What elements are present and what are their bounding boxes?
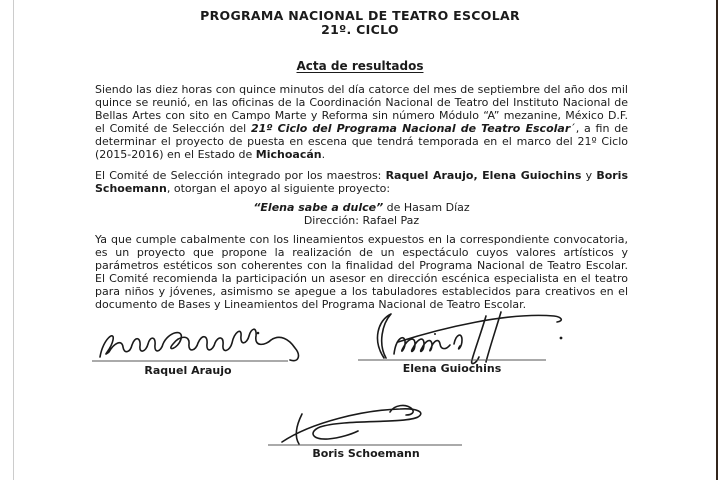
document-cycle-title: 21º. CICLO (321, 21, 399, 37)
document-subtitle: Acta de resultados (296, 59, 424, 73)
document-header (0, 0, 720, 36)
signature-name-elena-guiochins: Elena Guiochins (402, 362, 502, 375)
page-edge-right-line (716, 0, 718, 480)
signature-name-raquel-araujo: Raquel Araujo (144, 364, 232, 377)
signature-ink-elena-guiochins (358, 310, 573, 362)
selected-project-block (95, 201, 628, 227)
page-edge-left-line (13, 0, 14, 480)
signature-name-boris-schoemann: Boris Schoemann (312, 447, 420, 460)
signature-block-raquel-araujo (90, 324, 286, 377)
paragraph-resolution: Ya que cumple cabalmente con los lineamientos expuestos en la correspondiente convocatoria, es un proyecto que propone la realización de un espectáculo cuyos valores artísticos y parámetros estéticos son coherentes con la finalidad del Programa Nacional de Teatro Escolar. El Comité recomienda la participación un asesor en dirección escénica especialista en el teatro para niños y jóvenes, asimismo se apegue a los tabuladores establecidos para creativos en el documento de Bases y Lineamientos del Programa Nacional de Teatro Escolar. (95, 232, 628, 312)
signature-ink-raquel-araujo (90, 324, 320, 364)
paragraph-session-intro: Siendo las diez horas con quince minutos del día catorce del mes de septiembre del año dos mil quince se reunió, en las oficinas de la Coordinación Nacional de Teatro del Instituto Nacional de Bellas Artes con sito en Campo Marte y Reforma sin número Módulo “A” mezanine, México D.F. el Comité de Selección del 21º Ciclo del Programa Nacional de Teatro Escolar´, a fin de determinar el proyecto de puesta en escena que tendrá temporada en el marco del 21º Ciclo (2015-2016) en el Estado de Michoacán. (95, 83, 628, 162)
document-title: PROGRAMA NACIONAL DE TEATRO ESCOLAR (200, 8, 520, 23)
paragraph-committee: El Comité de Selección integrado por los maestros: Raquel Araujo, Elena Guiochins y Boris Schoemann, otorgan el apoyo al siguiente proyecto: (95, 168, 628, 195)
signature-ink-boris-schoemann (266, 402, 466, 447)
document-body (95, 83, 628, 311)
project-direction: Dirección: Rafael Paz (303, 213, 420, 227)
project-title: “Elena sabe a dulce” de Hasam Díaz (253, 200, 470, 214)
signature-block-elena-guiochins (358, 310, 546, 375)
signature-block-boris-schoemann (266, 402, 466, 460)
